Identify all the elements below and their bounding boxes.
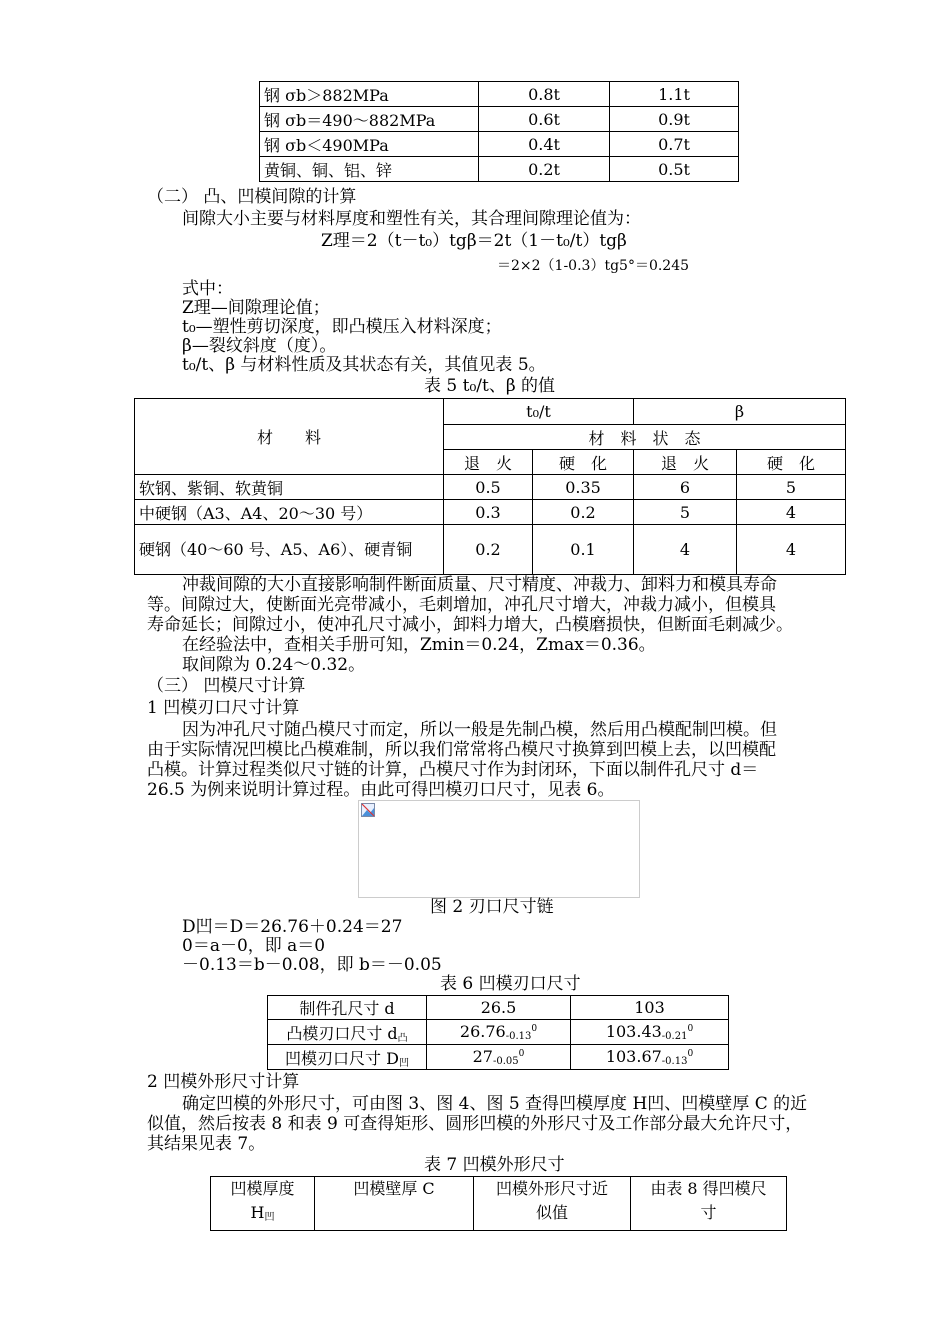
- table-cell: 103: [571, 996, 729, 1020]
- formula: ＝2×2（1-0.3）tg5°＝0.245: [497, 258, 690, 274]
- table-cell: 26.5: [427, 996, 571, 1020]
- table-cell: 黄铜、铜、铝、锌: [260, 157, 479, 182]
- table-cell: 4: [634, 525, 737, 575]
- table-header: 凹模外形尺寸近 似值: [474, 1177, 631, 1231]
- subsection-heading: 1 凹模刃口尺寸计算: [147, 698, 300, 718]
- definition: Z理—间隙理论值；: [182, 298, 330, 318]
- table-header: t₀/t: [444, 399, 634, 425]
- table-header: 退 火: [634, 450, 737, 475]
- table-6: [267, 995, 729, 1070]
- table-cell: 0.7t: [610, 132, 739, 157]
- table-cell: $103.43_{-0.21}^0$: [571, 1020, 729, 1045]
- table-header: 硬 化: [533, 450, 634, 475]
- figure-caption: 图 2 刃口尺寸链: [430, 897, 554, 917]
- table-header: 由表 8 得凹模尺 寸: [631, 1177, 787, 1231]
- table-cell: 0.5t: [610, 157, 739, 182]
- table-cell: 钢 σb＝490～882MPa: [260, 107, 479, 132]
- table-header: β: [634, 399, 846, 425]
- table-cell: $103.67_{-0.13}^0$: [571, 1045, 729, 1070]
- paragraph-line: 由于实际情况凹模比凸模难制，所以我们常常将凸模尺寸换算到凹模上去，以凹模配: [147, 740, 776, 760]
- table-cell: 5: [737, 475, 846, 500]
- table-cell: $26.76_{-0.13}^0$: [427, 1020, 571, 1045]
- table-cell: 4: [737, 525, 846, 575]
- table-cell: 软钢、紫铜、软黄铜: [135, 475, 444, 500]
- table-caption: 表 7 凹模外形尺寸: [424, 1155, 565, 1175]
- table-cell: 凹模刃口尺寸 $D_凹$: [268, 1045, 427, 1070]
- paragraph-line: 冲裁间隙的大小直接影响制件断面质量、尺寸精度、冲裁力、卸料力和模具寿命: [182, 575, 777, 595]
- paragraph-line: 26.5 为例来说明计算过程。由此可得凹模刃口尺寸，见表 6。: [147, 780, 615, 800]
- formula: Z理＝2（t－t₀）tgβ＝2t（1－t₀/t）tgβ: [321, 231, 627, 251]
- table-cell: 0.2t: [479, 157, 610, 182]
- paragraph: 间隙大小主要与材料厚度和塑性有关，其合理间隙理论值为：: [182, 209, 641, 229]
- section-heading: （二） 凸、凹模间隙的计算: [147, 187, 357, 207]
- subsection-heading: 2 凹模外形尺寸计算: [147, 1072, 300, 1092]
- equation: －0.13＝b－0.08，即 b＝－0.05: [182, 955, 442, 975]
- table-cell: 0.1: [533, 525, 634, 575]
- table-cell: 0.2: [533, 500, 634, 525]
- table-cell: 0.4t: [479, 132, 610, 157]
- table-cell: 0.8t: [479, 82, 610, 107]
- table-caption: 表 5 t₀/t、β 的值: [424, 376, 556, 396]
- table-cell: 0.35: [533, 475, 634, 500]
- table-header: 材 料 状 态: [444, 425, 846, 450]
- table-cell: 4: [737, 500, 846, 525]
- table-cell: 钢 σb＞882MPa: [260, 82, 479, 107]
- equation: 0＝a－0，即 a＝0: [182, 936, 326, 956]
- paragraph-line: 确定凹模的外形尺寸，可由图 3、图 4、图 5 查得凹模厚度 H凹、凹模壁厚 C 的近: [182, 1094, 808, 1114]
- table-cell: 0.9t: [610, 107, 739, 132]
- table-cell: 6: [634, 475, 737, 500]
- table-cell: 钢 σb＜490MPa: [260, 132, 479, 157]
- broken-image-icon: [361, 803, 375, 817]
- table-cell: 凸模刃口尺寸 $d_凸$: [268, 1020, 427, 1045]
- paragraph: 式中：: [182, 279, 233, 299]
- table-cell: $27_{-0.05}^0$: [427, 1045, 571, 1070]
- table-header: 凹模厚度 $H_凹$: [211, 1177, 315, 1231]
- equation: D凹＝D＝26.76＋0.24＝27: [182, 917, 403, 937]
- paragraph-line: 其结果见表 7。: [147, 1134, 266, 1154]
- table-cell: 制件孔尺寸 d: [268, 996, 427, 1020]
- table-cell: 1.1t: [610, 82, 739, 107]
- table-cell: 0.6t: [479, 107, 610, 132]
- definition: t₀—塑性剪切深度，即凸模压入材料深度；: [182, 317, 502, 337]
- definition: β—裂纹斜度（度）。: [182, 336, 337, 356]
- table-cell: 0.5: [444, 475, 533, 500]
- table-caption: 表 6 凹模刃口尺寸: [440, 974, 581, 994]
- table-header: 退 火: [444, 450, 533, 475]
- paragraph-line: 寿命延长；间隙过小，使冲孔尺寸减小，卸料力增大，凸模磨损快，但断面毛刺减少。: [147, 615, 793, 635]
- table-header: 硬 化: [737, 450, 846, 475]
- table-cell: 中硬钢（A3、A4、20～30 号）: [135, 500, 444, 525]
- section-heading: （三） 凹模尺寸计算: [147, 676, 306, 696]
- table-cell: 0.3: [444, 500, 533, 525]
- table-header: 材 料: [135, 399, 444, 475]
- table-cell: 硬钢（40～60 号、A5、A6）、硬青铜: [135, 525, 444, 575]
- table-cell: 5: [634, 500, 737, 525]
- paragraph-line: 因为冲孔尺寸随凸模尺寸而定，所以一般是先制凸模，然后用凸模配制凹模。但: [182, 720, 777, 740]
- paragraph-line: 似值，然后按表 8 和表 9 可查得矩形、圆形凹模的外形尺寸及工作部分最大允许尺寸，: [147, 1114, 803, 1134]
- table-5: [134, 398, 846, 575]
- table-header: 凹模壁厚 C: [315, 1177, 474, 1231]
- definition: t₀/t、β 与材料性质及其状态有关，其值见表 5。: [182, 355, 546, 375]
- paragraph-line: 凸模。计算过程类似尺寸链的计算，凸模尺寸作为封闭环，下面以制件孔尺寸 d＝: [147, 760, 759, 780]
- material-clearance-table: [259, 81, 739, 182]
- paragraph: 取间隙为 0.24～0.32。: [182, 655, 366, 675]
- figure-2-placeholder: [358, 800, 640, 898]
- paragraph: 在经验法中，查相关手册可知，Zmin＝0.24，Zmax＝0.36。: [182, 635, 656, 655]
- table-cell: 0.2: [444, 525, 533, 575]
- table-7: [210, 1176, 787, 1231]
- paragraph-line: 等。间隙过大，使断面光亮带减小，毛刺增加，冲孔尺寸增大，冲裁力减小，但模具: [147, 595, 776, 615]
